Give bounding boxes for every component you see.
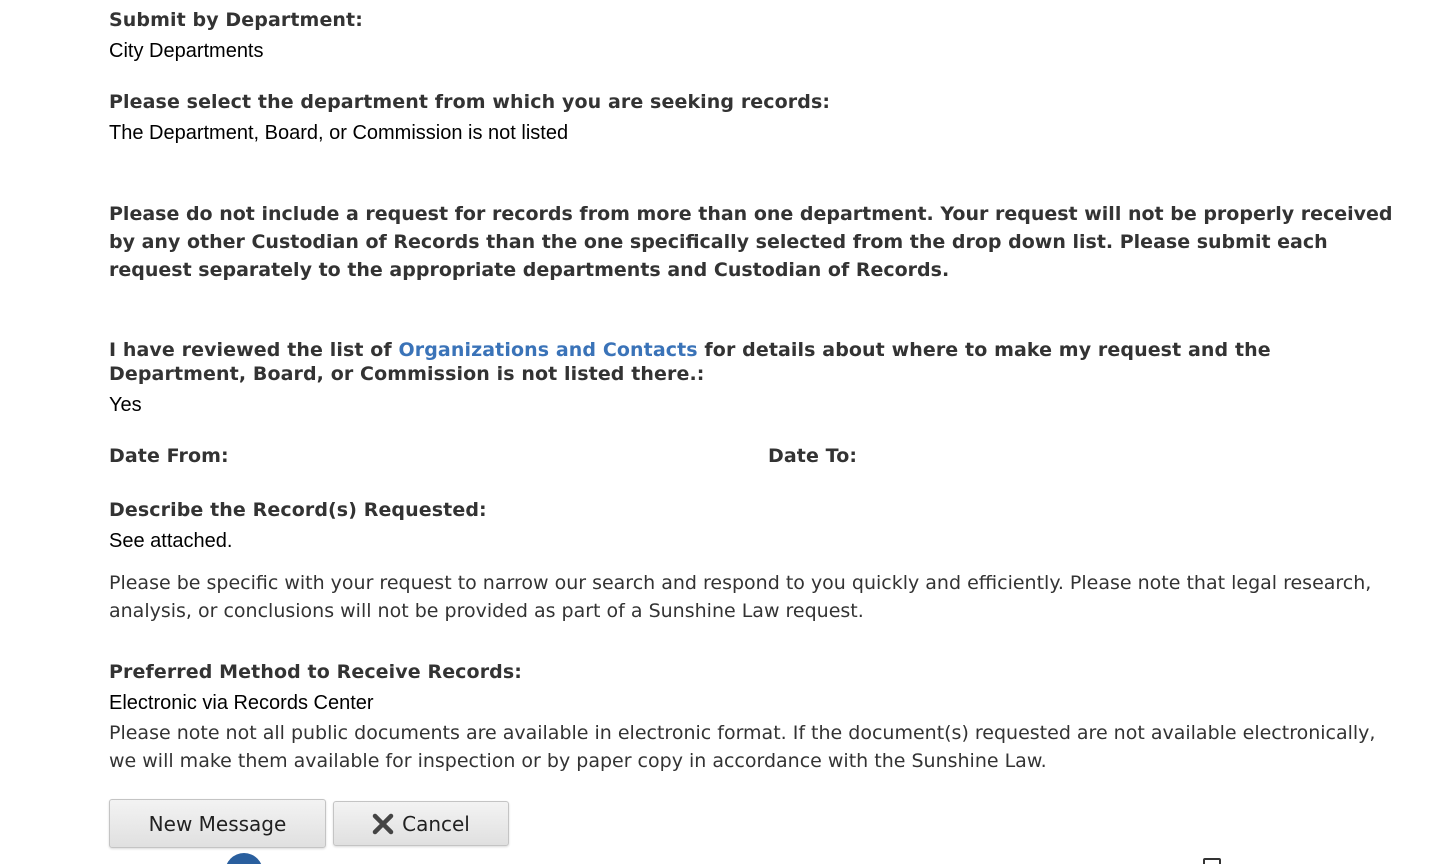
reviewed-value: Yes [109,394,142,416]
reviewed-label-suffix: for details about where to make my request and the Department, Board, or Commission is not listed there.: [109,339,1271,385]
submit-by-label: Submit by Department: [109,9,363,31]
submit-by-value: City Departments [109,40,264,62]
description-label: Describe the Record(s) Requested: [109,499,487,521]
new-message-button[interactable] [109,799,326,848]
date-from-label: Date From: [109,445,229,467]
new-message-button-label: New Message [148,811,287,836]
date-to-label: Date To: [768,445,858,467]
method-value: Electronic via Records Center [109,692,374,714]
department-label: Please select the department from which you are seeking records: [109,91,831,113]
cancel-button[interactable] [333,801,509,846]
date-range [109,444,1404,468]
cancel-button-label: Cancel [402,811,470,836]
reviewed-label-prefix: I have reviewed the list of [109,339,399,361]
help-icon[interactable] [225,853,263,864]
checkbox-icon[interactable] [1203,858,1221,864]
method-help-text: Please note not all public documents are available in electronic format. If the document(s) requested are not available electronically, we will make them available for inspection or by paper copy in accordance with the Sunshine Law. [109,722,1376,772]
description-help-text: Please be specific with your request to narrow our search and respond to you quickly and efficiently. Please note that legal research, analysis, or conclusions will not be provided as part of a Sunshine Law request. [109,572,1372,622]
reviewed-label [109,338,1404,386]
multi-department-warning: Please do not include a request for records from more than one department. Your request will not be properly received by any other Custodian of Records than the one specifically selected from the drop down list. Please submit each request separately to the appropriate departments and Custodian of Records. [109,203,1393,281]
department-value: The Department, Board, or Commission is not listed [109,122,569,144]
organizations-contacts-link[interactable]: Organizations and Contacts [398,339,698,361]
close-icon [372,813,394,835]
method-label: Preferred Method to Receive Records: [109,661,522,683]
description-value: See attached. [109,530,233,552]
